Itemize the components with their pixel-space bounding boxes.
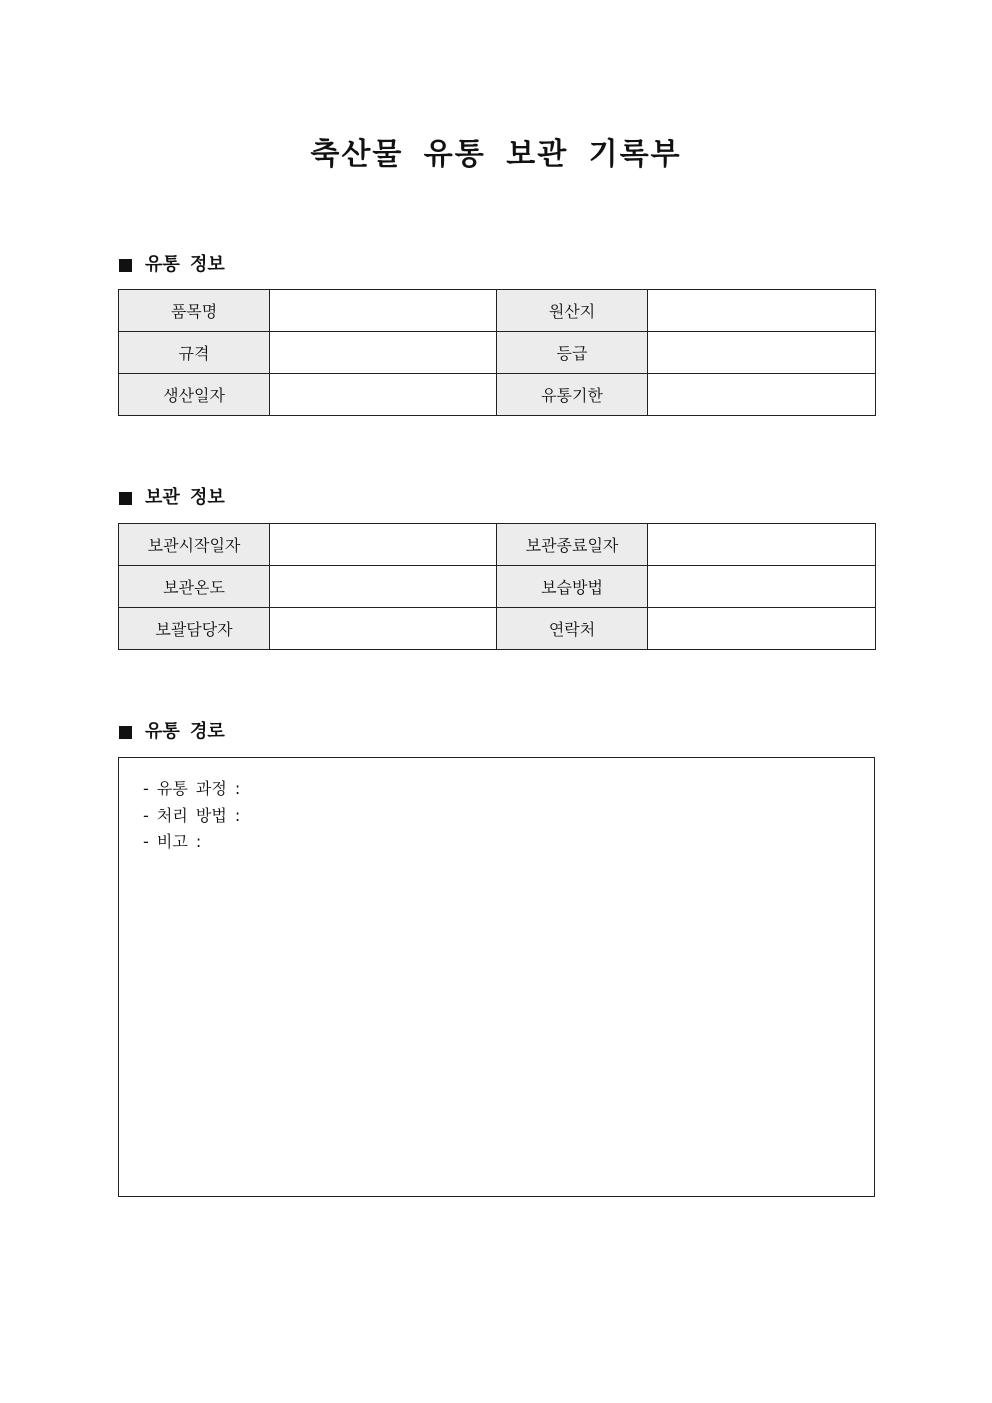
route-line-process: - 유통 과정 :: [143, 779, 241, 798]
field-value[interactable]: [270, 608, 497, 650]
route-lines: [143, 776, 240, 856]
field-label: 유통기한: [497, 374, 648, 416]
field-value[interactable]: [648, 374, 876, 416]
field-label: 보괄담당자: [119, 608, 270, 650]
square-bullet-icon: [119, 259, 132, 272]
table-row: [119, 524, 876, 566]
table-row: [119, 332, 876, 374]
section-heading-text: 보관 정보: [145, 487, 225, 508]
field-value[interactable]: [270, 290, 497, 332]
distribution-route-box[interactable]: [118, 757, 875, 1197]
section-heading-distribution-info: [119, 252, 225, 278]
field-label: 보관시작일자: [119, 524, 270, 566]
field-label: 연락처: [497, 608, 648, 650]
square-bullet-icon: [119, 726, 132, 739]
field-value[interactable]: [648, 566, 876, 608]
field-label: 품목명: [119, 290, 270, 332]
section-heading-text: 유통 정보: [145, 254, 225, 275]
field-value[interactable]: [648, 524, 876, 566]
table-row: [119, 608, 876, 650]
section-heading-storage-info: [119, 485, 225, 511]
field-label: 보관종료일자: [497, 524, 648, 566]
table-row: [119, 566, 876, 608]
field-value[interactable]: [270, 524, 497, 566]
field-value[interactable]: [270, 566, 497, 608]
field-value[interactable]: [648, 608, 876, 650]
field-label: 등급: [497, 332, 648, 374]
field-label: 보관온도: [119, 566, 270, 608]
section-heading-distribution-route: [119, 719, 225, 745]
section-heading-text: 유통 경로: [145, 721, 225, 742]
field-label: 원산지: [497, 290, 648, 332]
storage-info-table: [118, 523, 876, 650]
distribution-info-table: [118, 289, 876, 416]
field-value[interactable]: [270, 332, 497, 374]
field-value[interactable]: [270, 374, 497, 416]
route-line-method: - 처리 방법 :: [143, 805, 241, 825]
square-bullet-icon: [119, 492, 132, 505]
field-label: 생산일자: [119, 374, 270, 416]
table-row: [119, 290, 876, 332]
route-line-remarks: - 비고 :: [143, 832, 202, 851]
table-row: [119, 374, 876, 416]
field-value[interactable]: [648, 290, 876, 332]
field-value[interactable]: [648, 332, 876, 374]
document-title: 축산물 유통 보관 기록부: [310, 137, 682, 172]
field-label: 규격: [119, 332, 270, 374]
field-label: 보습방법: [497, 566, 648, 608]
